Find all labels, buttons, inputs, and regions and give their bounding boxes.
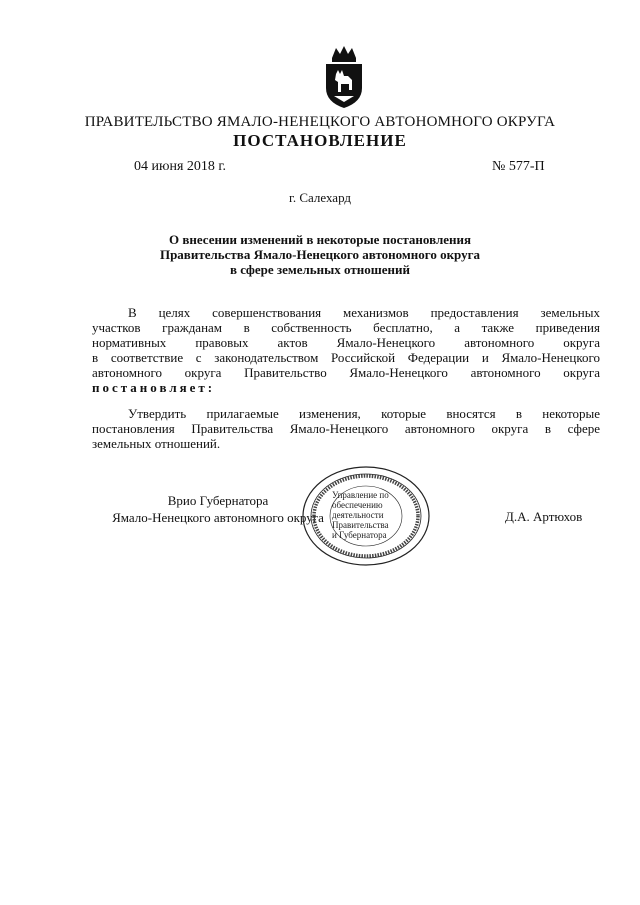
document-city: г. Салехард (288, 190, 352, 205)
signatory-title-line: Ямало-Ненецкого автономного округа (112, 510, 324, 525)
resolves-word: постановляет: (92, 380, 216, 395)
body-line: В целях совершенствования механизмов предоставления земельных (128, 305, 600, 320)
document-title (100, 232, 540, 277)
body-line: Утвердить прилагаемые изменения, которые вносятся в некоторые (128, 406, 600, 421)
stamp-line: Управление по (332, 490, 389, 500)
stamp-line: и Губернатора (332, 530, 387, 540)
signatory-name: Д.А. Артюхов (505, 509, 583, 524)
stamp-line: Правительства (332, 520, 389, 530)
document-date: 04 июня 2018 г. (134, 159, 227, 174)
document-number: № 577-П (492, 159, 545, 174)
stamp-text (332, 490, 396, 540)
title-line: О внесении изменений в некоторые постановления (168, 232, 472, 247)
body-line: автономного округа Правительство Ямало-Ненецкого автономного округа (92, 365, 600, 380)
signatory-title-line: Врио Губернатора (167, 493, 269, 508)
body-line: постановления Правительства Ямало-Ненецкого автономного округа в сфере (92, 421, 600, 436)
body-line: участков гражданам в собственность бесплатно, а также приведения (92, 320, 600, 335)
preamble-paragraph (92, 305, 600, 395)
coat-of-arms-icon (322, 44, 366, 110)
title-line: Правительства Ямало-Ненецкого автономного округа (159, 247, 481, 262)
body-line: в соответствие с законодательством Российской Федерации и Ямало-Ненецкого (92, 350, 600, 365)
document-type: ПОСТАНОВЛЕНИЕ (233, 131, 407, 150)
operative-paragraph (92, 406, 600, 451)
body-line: земельных отношений. (92, 436, 221, 451)
stamp-line: деятельности (332, 510, 384, 520)
organization-name: ПРАВИТЕЛЬСТВО ЯМАЛО-НЕНЕЦКОГО АВТОНОМНОГО ОКРУГА (84, 114, 556, 130)
stamp-line: обеспечению (332, 500, 383, 510)
body-line: нормативных правовых актов Ямало-Ненецкого автономного округа (92, 335, 600, 350)
title-line: в сфере земельных отношений (230, 262, 410, 277)
